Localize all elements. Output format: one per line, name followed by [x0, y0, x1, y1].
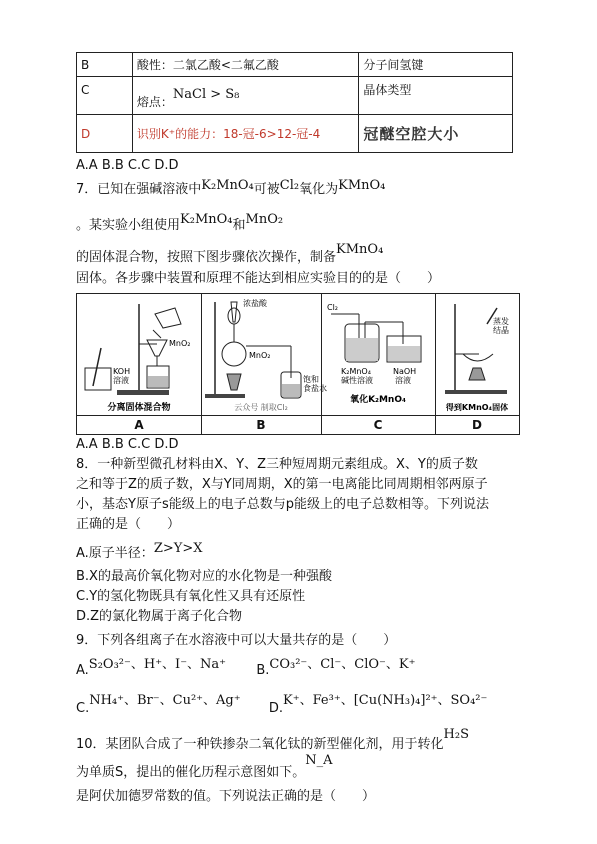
q6-answer-choices: A.A B.B C.C D.D — [76, 158, 179, 173]
q6-claim-formula: NaCl > S₈ — [172, 87, 240, 102]
q7-formula: MnO₂ — [245, 212, 284, 227]
q6-row-claim: 酸性：二氯乙酸<二氟乙酸 — [132, 53, 359, 77]
q10-text: 10．某团队合成了一种铁掺杂二氧化钛的新型催化剂，用于转化 — [76, 737, 444, 752]
q7-formula: KMnO₄ — [338, 178, 386, 193]
chlorine-generator-diagram — [201, 294, 327, 416]
q7-stem-line2 — [76, 211, 284, 233]
q9-options-ab — [76, 656, 416, 678]
q6-row-claim — [132, 77, 359, 115]
q7-panel-b-note: 浓盐酸 — [243, 299, 267, 308]
q8-stem-line: 正确的是（ ） — [76, 517, 181, 532]
q8-stem-line: 小，基态Y原子s能级上的电子总数与p能级上的电子总数相等。下列说法 — [76, 497, 489, 512]
q9-option-a-label: A. — [76, 663, 89, 678]
q7-panel-c — [321, 294, 436, 434]
q6-row-reason-image: 冠醚空腔大小 — [363, 125, 460, 143]
q10-formula: H₂S — [443, 727, 470, 742]
q7-panel-d — [435, 294, 519, 434]
q7-text: 可被 — [253, 182, 280, 197]
q7-apparatus-table — [76, 293, 520, 435]
q7-panel-d-label: D — [435, 415, 519, 434]
q7-panel-b-caption: 云众号 制取Cl₂ — [234, 403, 288, 412]
q8-option-a-text: A.原子半径： — [76, 546, 154, 561]
q6-claim-prefix: 熔点： — [136, 95, 173, 109]
q7-formula: Cl₂ — [279, 178, 300, 193]
q7-panel-a-label: A — [77, 415, 201, 434]
q7-panel-c-note: NaOH — [393, 367, 417, 376]
q7-panel-c-note: 碱性溶液 — [341, 376, 373, 385]
q9-option-d-ions: K⁺、Fe³⁺、[Cu(NH₃)₄]²⁺、SO₄²⁻ — [283, 693, 488, 708]
q8-option-d: D.Z的氯化物属于离子化合物 — [76, 609, 243, 624]
q9-option-c-ions: NH₄⁺、Br⁻、Cu²⁺、Ag⁺ — [89, 693, 241, 708]
q9-options-cd — [76, 692, 488, 716]
q7-panel-d-caption: 得到KMnO₄固体 — [445, 403, 509, 412]
q7-text: 。某实验小组使用 — [76, 218, 181, 233]
q7-panel-a-caption: 分离固体混合物 — [107, 403, 171, 413]
q7-panel-d-note: 蒸发 — [493, 317, 509, 326]
q7-panel-c-note: Cl₂ — [327, 303, 339, 312]
q8-option-a — [76, 540, 203, 561]
q10-formula: N_A — [305, 753, 333, 768]
q10-text: 为单质S，提出的催化历程示意图如下。 — [76, 765, 306, 780]
evaporation-apparatus-diagram — [435, 294, 519, 416]
q6-row-reason: 晶体类型 — [359, 77, 513, 115]
q7-panel-c-label: C — [321, 415, 435, 434]
q8-stem-line: 8．一种新型微孔材料由X、Y、Z三种短周期元素组成。X、Y的质子数 — [76, 457, 478, 472]
q6-row-c — [77, 77, 513, 115]
q7-panel-d-note: 结晶 — [493, 326, 509, 335]
q7-panel-b-note: 食盐水 — [303, 384, 327, 393]
oxidation-apparatus-diagram — [321, 294, 435, 416]
q10-stem-line2 — [76, 753, 333, 780]
q9-option-d-label: D. — [268, 701, 284, 716]
q7-text: 和 — [232, 218, 246, 233]
q7-panel-a-note: MnO₂ — [169, 339, 191, 348]
q7-panel-c-note: K₂MnO₄ — [341, 367, 371, 376]
q8-option-c: C.Y的氢化物既具有氧化性又具有还原性 — [76, 589, 306, 604]
q7-formula: KMnO₄ — [336, 242, 384, 257]
q7-text: 氧化为 — [299, 182, 339, 197]
q6-row-reason-stamp — [359, 115, 513, 153]
q7-stem-line4: 固体。各步骤中装置和原理不能达到相应实验目的的是（ ） — [76, 271, 441, 286]
q6-row-b — [77, 53, 513, 77]
q7-panel-a-note: 溶液 — [113, 376, 129, 385]
q7-stem-line3 — [76, 242, 384, 265]
q7-formula: K₂MnO₄ — [201, 178, 254, 193]
filtration-apparatus-diagram — [77, 294, 201, 416]
q7-panel-a-note: KOH — [113, 367, 131, 376]
q7-panel-b-label: B — [201, 415, 321, 434]
q7-formula: K₂MnO₄ — [180, 212, 233, 227]
q6-row-claim: 识别K⁺的能力：18-冠-6>12-冠-4 — [132, 115, 359, 153]
q6-option-table — [76, 52, 513, 153]
q7-answer-choices: A.A B.B C.C D.D — [76, 437, 179, 452]
q6-row-letter: D — [77, 115, 133, 153]
q7-panel-c-note: 溶液 — [395, 376, 411, 385]
q6-row-reason: 分子间氢键 — [359, 53, 513, 77]
q7-panel-b — [201, 294, 327, 434]
q9-option-a-ions: S₂O₃²⁻、H⁺、I⁻、Na⁺ — [88, 657, 227, 672]
q6-row-d — [77, 115, 513, 153]
q8-option-a-formula: Z>Y>X — [153, 541, 203, 556]
q9-option-b-label: B. — [256, 663, 270, 678]
q6-row-letter: C — [77, 77, 133, 115]
q7-panel-b-note: MnO₂ — [249, 351, 271, 360]
q7-stem-line1 — [76, 178, 386, 199]
q9-option-c-label: C. — [76, 701, 90, 716]
q10-stem-line1 — [76, 727, 470, 752]
q10-stem-line3: 是阿伏加德罗常数的值。下列说法正确的是（ ） — [76, 789, 376, 804]
q8-stem-line: 之和等于Z的质子数，X与Y同周期，X的第一电离能比同周期相邻两原子 — [76, 477, 488, 492]
q7-panel-a — [77, 294, 202, 434]
q8-option-b: B.X的最高价氧化物对应的水化物是一种强酸 — [76, 569, 332, 584]
q9-option-b-ions: CO₃²⁻、Cl⁻、ClO⁻、K⁺ — [269, 657, 416, 672]
q7-text: 7．已知在强碱溶液中 — [76, 182, 202, 197]
q7-panel-b-note: 饱和 — [303, 375, 319, 384]
q7-panel-c-caption: 氧化K₂MnO₄ — [350, 395, 406, 405]
q7-text: 的固体混合物，按照下图步骤依次操作，制备 — [76, 250, 337, 265]
q6-row-letter: B — [77, 53, 133, 77]
q9-stem: 9．下列各组离子在水溶液中可以大量共存的是（ ） — [76, 633, 397, 648]
